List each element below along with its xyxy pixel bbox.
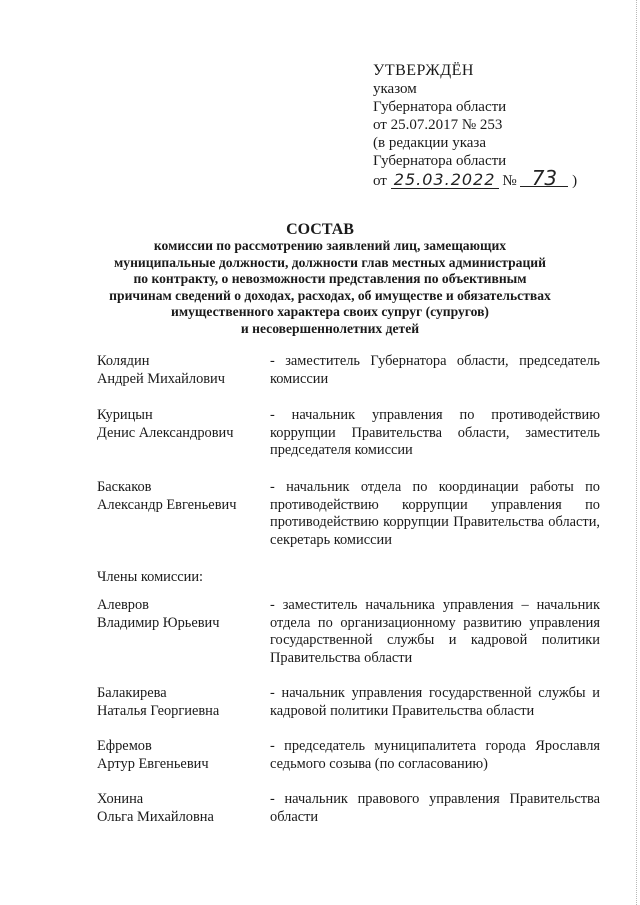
member-name xyxy=(97,738,262,773)
member-role: - начальник правового управления Правительства области xyxy=(270,791,600,825)
member-surname: Ефремов xyxy=(97,738,152,754)
member-given-name: Владимир Юрьевич xyxy=(97,614,220,631)
member-name xyxy=(97,407,262,442)
subtitle-line: имущественного характера своих супруг (супругов) xyxy=(171,304,489,320)
member-given-name: Ольга Михайловна xyxy=(97,808,214,825)
subtitle-line: по контракту, о невозможности представления по объективным xyxy=(133,271,527,287)
member-name xyxy=(97,479,262,514)
member-surname: Колядин xyxy=(97,353,150,369)
member-given-name: Андрей Михайлович xyxy=(97,370,225,387)
approval-stamp xyxy=(373,62,577,190)
number-sign: № xyxy=(502,173,517,189)
subtitle-line: муниципальные должности, должности глав местных администраций xyxy=(114,254,546,270)
member-name xyxy=(97,597,262,632)
member-role: - заместитель начальника управления – начальник отдела по организационному развитию управления государственной службы и кадровой политики Правительства области xyxy=(270,597,600,666)
member-role: - председатель муниципалитета города Ярославля седьмого созыва (по согласованию) xyxy=(270,738,600,772)
document-subtitle xyxy=(60,238,600,338)
handwritten-number: 73 xyxy=(520,170,568,187)
approval-line: от 25.07.2017 № 253 xyxy=(373,117,503,133)
member-surname: Хонина xyxy=(97,791,144,807)
subtitle-line: и несовершеннолетних детей xyxy=(240,320,420,336)
member-name xyxy=(97,685,262,720)
approval-heading: УТВЕРЖДЁН xyxy=(373,62,474,79)
member-surname: Алевров xyxy=(97,597,149,613)
members-heading: Члены комиссии: xyxy=(97,569,204,585)
member-given-name: Наталья Георгиевна xyxy=(97,702,220,719)
subtitle-line: комиссии по рассмотрению заявлений лиц, замещающих xyxy=(153,238,507,253)
member-name xyxy=(97,791,262,826)
edition-prefix: от xyxy=(373,173,387,189)
member-surname: Курицын xyxy=(97,407,153,423)
approval-line: (в редакции указа xyxy=(373,135,486,151)
approval-line: Губернатора области xyxy=(373,99,507,115)
member-surname: Баскаков xyxy=(97,479,152,495)
edition-close: ) xyxy=(572,173,578,189)
member-role: - начальник управления государственной службы и кадровой политики Правительства области xyxy=(270,685,600,719)
member-name xyxy=(97,353,262,388)
subtitle-line: причинам сведений о доходах, расходах, об имуществе и обязательствах xyxy=(109,287,551,303)
scan-edge xyxy=(635,0,637,905)
document-title: СОСТАВ xyxy=(286,221,354,238)
member-role: - начальник отдела по координации работы по противодействию коррупции управления по противодействию коррупции Правительства области, секретарь комиссии xyxy=(270,479,600,548)
member-surname: Балакирева xyxy=(97,685,167,701)
member-role: - начальник управления по противодействию коррупции Правительства области, заместитель председателя комиссии xyxy=(270,407,600,458)
approval-line: Губернатора области xyxy=(373,153,507,169)
member-given-name: Артур Евгеньевич xyxy=(97,755,209,772)
member-given-name: Денис Александрович xyxy=(97,424,234,441)
approval-line: указом xyxy=(373,81,417,97)
member-role: - заместитель Губернатора области, председатель комиссии xyxy=(270,353,600,387)
edition-line xyxy=(373,166,578,190)
member-given-name: Александр Евгеньевич xyxy=(97,496,237,513)
handwritten-date: 25.03.2022 xyxy=(391,172,499,189)
